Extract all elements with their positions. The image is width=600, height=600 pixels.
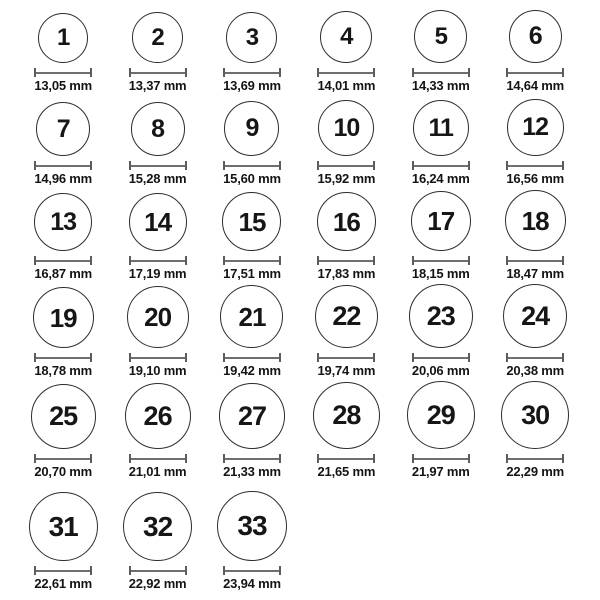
size-number: 16 (332, 206, 360, 237)
diameter-dimension-line (223, 256, 281, 265)
dimension-bar (36, 458, 90, 460)
diameter-label: 14,64 mm (506, 78, 564, 94)
ring-size-item (488, 284, 582, 384)
dimension-tick-right (279, 256, 281, 265)
dimension-bar (414, 260, 468, 262)
diameter-dimension-line (34, 256, 92, 265)
diameter-label: 17,83 mm (317, 266, 376, 282)
dimension-bar (131, 570, 185, 572)
size-circle (33, 287, 94, 348)
diameter-dimension-line (317, 256, 375, 265)
dimension-bar (508, 260, 562, 262)
diameter-dimension-line (506, 256, 564, 265)
ring-size-item (488, 190, 582, 287)
size-circle (131, 102, 185, 156)
size-number: 31 (48, 510, 78, 542)
diameter-label: 22,92 mm (128, 576, 187, 592)
size-number: 8 (151, 114, 165, 143)
size-circle (315, 285, 378, 348)
size-circle (501, 381, 569, 449)
size-number: 28 (332, 400, 361, 431)
dimension-tick-right (468, 353, 470, 362)
size-circle (224, 101, 279, 156)
dimension-bar (508, 357, 562, 359)
diameter-label: 15,60 mm (223, 171, 281, 187)
diameter-dimension-line (412, 256, 470, 265)
ring-size-item (205, 285, 299, 384)
diameter-label: 15,28 mm (128, 171, 187, 187)
ring-size-item (394, 381, 488, 485)
diameter-label: 19,42 mm (223, 363, 281, 379)
dimension-tick-right (468, 161, 470, 170)
ring-size-item (110, 12, 204, 99)
diameter-label: 17,51 mm (223, 266, 281, 282)
ring-size-item (488, 10, 582, 99)
size-circle (503, 284, 567, 348)
diameter-label: 14,96 mm (34, 171, 93, 187)
size-number: 6 (528, 22, 542, 51)
dimension-tick-right (468, 454, 470, 463)
dimension-tick-right (279, 353, 281, 362)
size-number: 25 (49, 401, 78, 432)
size-number: 19 (49, 302, 77, 333)
ring-size-item (110, 102, 204, 192)
ring-size-item (16, 287, 110, 384)
ring-size-item (394, 10, 488, 99)
dimension-tick-right (373, 256, 375, 265)
size-circle (31, 384, 96, 449)
size-circle (413, 100, 469, 156)
diameter-dimension-line (412, 68, 470, 77)
ring-size-item (488, 99, 582, 192)
ring-size-item (394, 100, 488, 192)
chart-row (16, 384, 600, 485)
dimension-tick-right (373, 68, 375, 77)
diameter-label: 19,74 mm (317, 363, 376, 379)
dimension-bar (225, 72, 279, 74)
size-number: 4 (340, 23, 353, 51)
diameter-label: 23,94 mm (223, 576, 281, 592)
diameter-label: 17,19 mm (128, 266, 187, 282)
ring-size-item (16, 193, 110, 287)
dimension-bar (131, 72, 185, 74)
diameter-dimension-line (34, 161, 92, 170)
dimension-tick-right (373, 353, 375, 362)
dimension-tick-right (279, 161, 281, 170)
dimension-bar (36, 72, 90, 74)
dimension-tick-right (90, 161, 92, 170)
size-circle (132, 12, 183, 63)
size-number: 18 (521, 205, 549, 236)
size-circle (220, 285, 283, 348)
dimension-tick-right (185, 353, 187, 362)
diameter-dimension-line (129, 256, 187, 265)
size-number: 15 (238, 206, 266, 237)
diameter-dimension-line (412, 353, 470, 362)
size-circle (34, 193, 92, 251)
size-number: 24 (521, 300, 550, 331)
diameter-dimension-line (317, 161, 375, 170)
ring-size-item (205, 383, 299, 485)
ring-size-item (110, 383, 204, 485)
dimension-tick-right (468, 68, 470, 77)
size-number: 33 (237, 510, 267, 542)
dimension-tick-right (562, 353, 564, 362)
diameter-label: 18,15 mm (411, 266, 470, 282)
size-circle (318, 100, 374, 156)
dimension-bar (508, 72, 562, 74)
dimension-tick-right (373, 161, 375, 170)
chart-row (16, 99, 600, 192)
ring-size-item (299, 100, 393, 192)
size-number: 27 (237, 400, 266, 431)
size-circle (219, 383, 285, 449)
dimension-tick-right (185, 161, 187, 170)
ring-size-item (205, 491, 299, 597)
ring-size-item (205, 192, 299, 287)
size-circle (129, 193, 187, 251)
ring-size-item (110, 286, 204, 384)
diameter-dimension-line (223, 68, 281, 77)
dimension-bar (225, 458, 279, 460)
size-number: 2 (151, 23, 164, 51)
diameter-label: 18,47 mm (506, 266, 564, 282)
dimension-tick-right (90, 256, 92, 265)
size-circle (320, 11, 372, 63)
dimension-bar (225, 165, 279, 167)
dimension-bar (319, 72, 373, 74)
dimension-bar (414, 72, 468, 74)
size-circle (313, 382, 380, 449)
ring-size-item (110, 492, 204, 597)
dimension-bar (131, 357, 185, 359)
dimension-tick-right (562, 68, 564, 77)
diameter-label: 16,24 mm (411, 171, 470, 187)
size-number: 17 (427, 206, 455, 237)
dimension-bar (414, 165, 468, 167)
dimension-bar (225, 570, 279, 572)
diameter-label: 22,61 mm (34, 576, 93, 592)
chart-row (16, 8, 600, 99)
size-circle (222, 192, 281, 251)
diameter-label: 20,38 mm (506, 363, 564, 379)
diameter-label: 14,01 mm (317, 78, 376, 94)
size-number: 9 (245, 114, 259, 143)
diameter-dimension-line (129, 353, 187, 362)
ring-size-item (205, 101, 299, 192)
ring-size-item (299, 382, 393, 485)
diameter-label: 13,05 mm (34, 78, 93, 94)
chart-row (16, 287, 600, 384)
ring-size-item (16, 13, 110, 99)
size-number: 23 (426, 300, 455, 331)
size-number: 11 (428, 113, 453, 142)
diameter-dimension-line (223, 161, 281, 170)
size-number: 20 (144, 302, 172, 333)
dimension-tick-right (185, 68, 187, 77)
diameter-label: 20,70 mm (34, 464, 93, 480)
diameter-dimension-line (317, 454, 375, 463)
size-circle (507, 99, 564, 156)
dimension-bar (319, 165, 373, 167)
ring-size-item (299, 11, 393, 99)
size-circle (414, 10, 467, 63)
size-number: 13 (50, 207, 77, 236)
size-circle (217, 491, 287, 561)
dimension-bar (319, 357, 373, 359)
ring-size-item (16, 492, 110, 597)
dimension-tick-right (373, 454, 375, 463)
dimension-tick-right (90, 68, 92, 77)
diameter-dimension-line (317, 68, 375, 77)
size-circle (123, 492, 192, 561)
dimension-tick-right (562, 161, 564, 170)
size-circle (36, 102, 90, 156)
dimension-bar (319, 260, 373, 262)
diameter-dimension-line (506, 353, 564, 362)
diameter-label: 19,10 mm (128, 363, 187, 379)
diameter-label: 21,65 mm (317, 464, 376, 480)
size-number: 5 (434, 22, 447, 50)
size-circle (38, 13, 88, 63)
size-circle (29, 492, 98, 561)
ring-size-item (16, 102, 110, 192)
diameter-label: 15,92 mm (317, 171, 376, 187)
ring-size-item (394, 284, 488, 384)
diameter-dimension-line (317, 353, 375, 362)
diameter-dimension-line (412, 454, 470, 463)
diameter-dimension-line (34, 566, 92, 575)
diameter-dimension-line (412, 161, 470, 170)
dimension-tick-right (279, 454, 281, 463)
dimension-tick-right (90, 454, 92, 463)
size-number: 21 (238, 301, 266, 332)
dimension-tick-right (90, 566, 92, 575)
diameter-label: 20,06 mm (411, 363, 470, 379)
dimension-tick-right (185, 566, 187, 575)
size-circle (317, 192, 376, 251)
diameter-label: 21,33 mm (223, 464, 281, 480)
ring-size-item (299, 285, 393, 384)
dimension-bar (36, 260, 90, 262)
size-number: 30 (521, 399, 550, 430)
size-circle (505, 190, 566, 251)
diameter-dimension-line (223, 566, 281, 575)
dimension-bar (414, 458, 468, 460)
ring-size-item (110, 193, 204, 287)
dimension-bar (508, 458, 562, 460)
size-circle (127, 286, 189, 348)
diameter-dimension-line (506, 454, 564, 463)
dimension-bar (508, 165, 562, 167)
ring-size-item (205, 12, 299, 99)
size-number: 29 (426, 399, 455, 430)
dimension-bar (414, 357, 468, 359)
diameter-dimension-line (129, 566, 187, 575)
size-circle (125, 383, 191, 449)
diameter-label: 21,01 mm (128, 464, 187, 480)
size-number: 12 (522, 113, 549, 142)
ring-size-item (299, 192, 393, 287)
dimension-bar (319, 458, 373, 460)
diameter-dimension-line (129, 68, 187, 77)
size-number: 26 (143, 400, 172, 431)
size-circle (409, 284, 473, 348)
dimension-tick-right (562, 454, 564, 463)
diameter-dimension-line (129, 161, 187, 170)
chart-row (16, 485, 600, 597)
dimension-bar (225, 357, 279, 359)
size-circle (509, 10, 562, 63)
diameter-label: 13,37 mm (128, 78, 187, 94)
size-number: 14 (144, 207, 172, 238)
ring-size-item (394, 191, 488, 287)
diameter-label: 14,33 mm (411, 78, 470, 94)
size-number: 10 (333, 113, 360, 142)
diameter-dimension-line (129, 454, 187, 463)
diameter-dimension-line (223, 353, 281, 362)
diameter-dimension-line (506, 161, 564, 170)
dimension-tick-right (562, 256, 564, 265)
chart-row (16, 192, 600, 287)
dimension-tick-right (185, 256, 187, 265)
size-number: 3 (245, 23, 259, 51)
size-circle (411, 191, 471, 251)
ring-size-item (16, 384, 110, 485)
dimension-tick-right (90, 353, 92, 362)
size-circle (407, 381, 475, 449)
diameter-label: 13,69 mm (223, 78, 281, 94)
dimension-bar (131, 165, 185, 167)
diameter-label: 18,78 mm (34, 363, 93, 379)
size-number: 1 (57, 24, 70, 52)
diameter-label: 16,56 mm (506, 171, 564, 187)
size-number: 7 (56, 114, 70, 143)
size-circle (226, 12, 277, 63)
dimension-bar (131, 458, 185, 460)
dimension-tick-right (279, 68, 281, 77)
diameter-label: 16,87 mm (34, 266, 93, 282)
diameter-label: 21,97 mm (411, 464, 470, 480)
dimension-bar (36, 357, 90, 359)
dimension-bar (36, 165, 90, 167)
diameter-dimension-line (223, 454, 281, 463)
ring-size-item (488, 381, 582, 485)
diameter-dimension-line (34, 454, 92, 463)
size-number: 22 (332, 301, 361, 332)
diameter-dimension-line (34, 68, 92, 77)
diameter-label: 22,29 mm (506, 464, 564, 480)
dimension-bar (225, 260, 279, 262)
dimension-tick-right (185, 454, 187, 463)
diameter-dimension-line (34, 353, 92, 362)
dimension-tick-right (279, 566, 281, 575)
dimension-bar (131, 260, 185, 262)
size-number: 32 (143, 510, 173, 542)
dimension-tick-right (468, 256, 470, 265)
diameter-dimension-line (506, 68, 564, 77)
dimension-bar (36, 570, 90, 572)
